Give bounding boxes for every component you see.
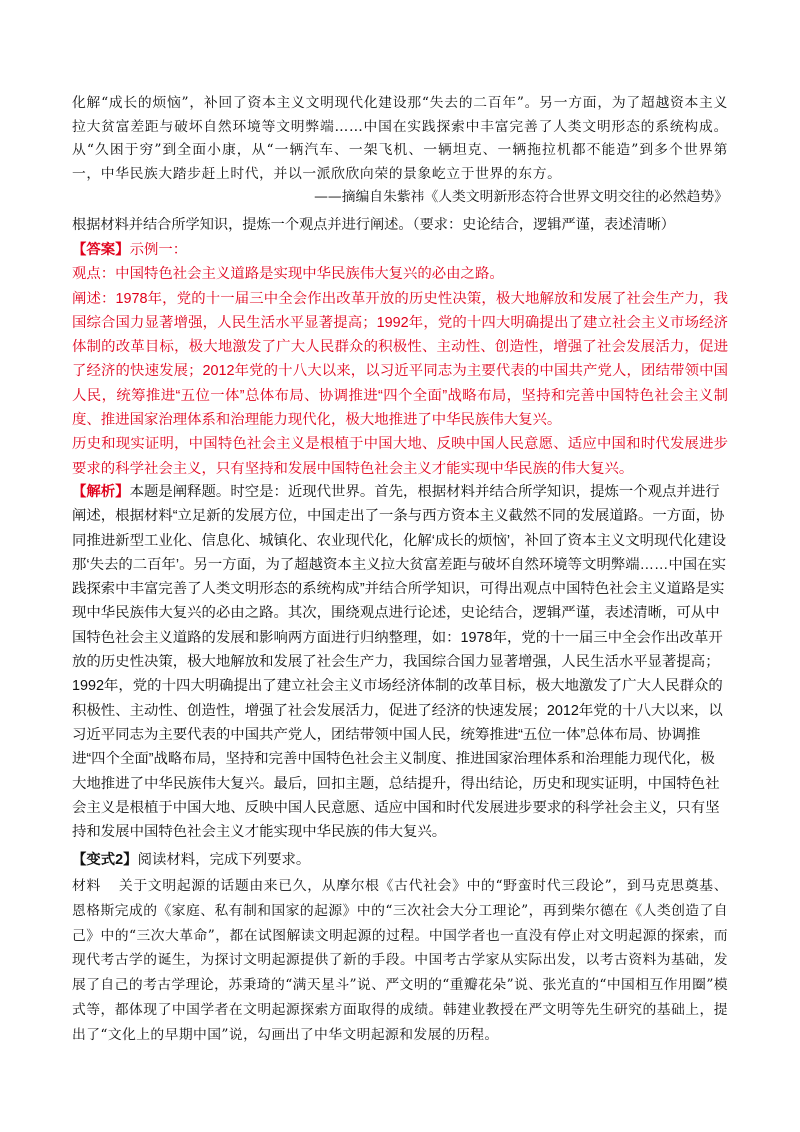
answer-lead: 示例一： — [129, 242, 188, 258]
material-top — [72, 92, 728, 210]
question-text: 根据材料并结合所学知识，提炼一个观点并进行阐述。（要求：史论结合，逻辑严谨，表述清晰） — [72, 217, 675, 233]
answer-tag: 【答案】 — [72, 242, 130, 258]
answer-elaboration: 阐述：1978年，党的十一届三中全会作出改革开放的历史性决策，极大地解放和发展了社会生产力，我国综合国力显著增强，人民生活水平显著提高；1992年，党的十四大明确提出了建立社会主义市场经济体制的改革目标，极大地激发了广大人民群众的积极性、主动性、创造性，增强了社会发展活力，促进了经济的快速发展；2012年党的十八大以来，以习近平同志为主要代表的中国共产党人，团结带领中国人民，统筹推进“五位一体”总体布局、协调推进“四个全面”战略布局，坚持和完善中国特色社会主义制度、推进国家治理体系和治理能力现代化，极大地推进了中华民族伟大复兴。 — [72, 290, 728, 429]
analysis-text: 本题是阐释题。时空是：近现代世界。首先，根据材料并结合所学知识，提炼一个观点并进行阐述，根据材料“立足新的发展方位，中国走出了一条与西方资本主义截然不同的发展道路。一方面，协同推进新型工业化、信息化、城镇化、农业现代化，化解‘成长的烦恼’，补回了资本主义文明现代化建设那‘失去的二百年’。另一方面，为了超越资本主义拉大贫富差距与破坏自然环境等文明弊端……中国在实践探索中丰富完善了人类文明形态的系统构成”并结合所学知识，可得出观点中国特色社会主义道路是实现中华民族伟大复兴的必由之路。其次，围绕观点进行论述，史论结合，逻辑严谨，表述清晰，可从中国特色社会主义道路的发展和影响两方面进行归纳整理，如：1978年，党的十一届三中全会作出改革开放的历史性决策，极大地解放和发展了社会生产力，我国综合国力显著增强，人民生活水平显著提高；1992年，党的十四大明确提出了建立社会主义市场经济体制的改革目标，极大地激发了广大人民群众的积极性、主动性、创造性，增强了社会发展活力，促进了经济的快速发展；2012年党的十八大以来，以习近平同志为主要代表的中国共产党人，团结带领中国人民，统筹推进“五位一体”总体布局、协调推进“四个全面”战略布局，坚持和完善中国特色社会主义制度、推进国家治理体系和治理能力现代化，极大地推进了中华民族伟大复兴。最后，回扣主题，总结提升，得出结论，历史和现实证明，中国特色社会主义是根植于中国大地、反映中国人民意愿、适应中国和时代发展进步要求的科学社会主义，只有坚持和发展中国特色社会主义才能实现中华民族的伟大复兴。 — [72, 484, 726, 841]
answer-section — [72, 238, 728, 481]
answer-viewpoint: 观点：中国特色社会主义道路是实现中华民族伟大复兴的必由之路。 — [72, 266, 504, 283]
variant-section — [72, 848, 728, 872]
variant-material — [72, 874, 728, 1048]
analysis-section — [72, 480, 728, 844]
variant-instruction: 阅读材料，完成下列要求。 — [137, 852, 311, 868]
material-source: ——摘编自朱紫祎《人类文明新形态符合世界文明交往的必然趋势》 — [314, 189, 728, 205]
analysis-tag: 【解析】 — [72, 484, 130, 500]
variant-tag: 【变式2】 — [72, 852, 138, 868]
question — [72, 214, 728, 237]
material-paragraph: 化解“成长的烦恼”，补回了资本主义文明现代化建设那“失去的二百年”。另一方面，为了超越资本主义拉大贫富差距与破坏自然环境等文明弊端……中国在实践探索中丰富完善了人类文明形态的系统构成。从“久困于穷”到全面小康，从“一辆汽车、一架飞机、一辆坦克、一辆拖拉机都不能造”到多个世界第一，中华民族大踏步赶上时代，并以一派欣欣向荣的景象屹立于世界的东方。 — [72, 95, 728, 182]
variant-material-text: 关于文明起源的话题由来已久，从摩尔根《古代社会》中的“野蛮时代三段论”，到马克思奠基、恩格斯完成的《家庭、私有制和国家的起源》中的“三次社会大分工理论”，再到柴尔德在《人类创造了自己》中的“三次大革命”，都在试图解读文明起源的过程。中国学者也一直没有停止对文明起源的探索，而现代考古学的诞生，为探讨文明起源提供了新的手段。中国考古学家从实际出发，以考古资料为基础，发展了自己的考古学理论，苏秉琦的“满天星斗”说、严文明的“重瓣花朵”说、张光直的“中国相互作用圈”模式等，都体现了中国学者在文明起源探索方面取得的成绩。韩建业教授在严文明等先生研究的基础上，提出了“文化上的早期中国”说，勾画出了中华文明起源和发展的历程。 — [72, 878, 728, 1043]
material-label: 材料 — [72, 878, 101, 894]
answer-conclusion: 历史和现实证明，中国特色社会主义是根植于中国大地、反映中国人民意愿、适应中国和时代发展进步要求的科学社会主义，只有坚持和发展中国特色社会主义才能实现中华民族的伟大复兴。 — [72, 436, 728, 477]
